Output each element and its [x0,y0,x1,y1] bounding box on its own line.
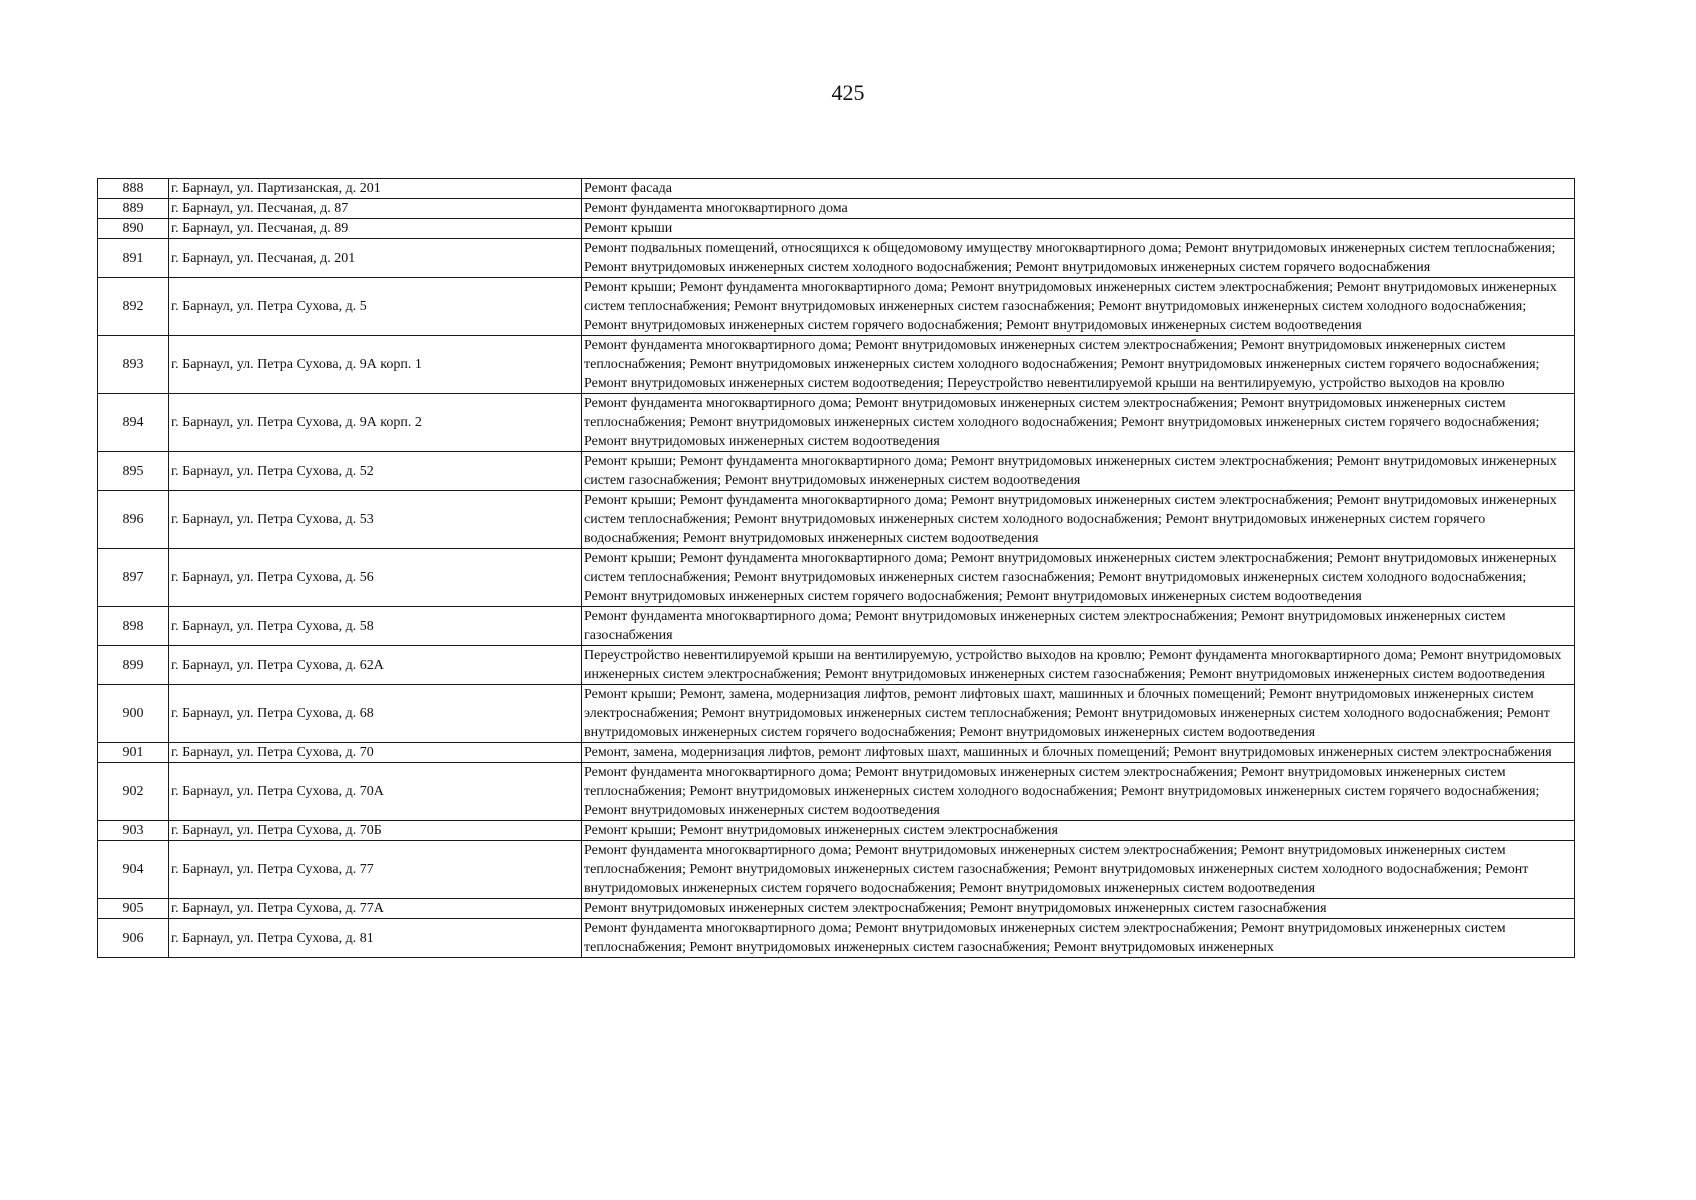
row-number: 899 [98,646,169,685]
repairs-table [97,178,1575,958]
row-works: Ремонт крыши; Ремонт внутридомовых инженерных систем электроснабжения [582,821,1575,841]
row-address: г. Барнаул, ул. Песчаная, д. 87 [169,199,582,219]
row-number: 895 [98,452,169,491]
row-number: 900 [98,685,169,743]
table-body [98,179,1575,958]
table-row [98,239,1575,278]
row-address: г. Барнаул, ул. Петра Сухова, д. 62А [169,646,582,685]
row-address: г. Барнаул, ул. Песчаная, д. 89 [169,219,582,239]
row-address: г. Барнаул, ул. Петра Сухова, д. 58 [169,607,582,646]
row-number: 902 [98,763,169,821]
row-works: Ремонт крыши; Ремонт фундамента многоквартирного дома; Ремонт внутридомовых инженерных систем электроснабжения; Ремонт внутридомовых инженерных систем теплоснабжения; Ремонт внутридомовых инженерных систем газоснабжения; Ремонт внутридомовых инженерных систем холодного водоснабжения; Ремонт внутридомовых инженерных систем горячего водоснабжения; Ремонт внутридомовых инженерных систем водоотведения [582,278,1575,336]
row-address: г. Барнаул, ул. Песчаная, д. 201 [169,239,582,278]
row-works: Ремонт, замена, модернизация лифтов, ремонт лифтовых шахт, машинных и блочных помещений; Ремонт внутридомовых инженерных систем электроснабжения [582,743,1575,763]
row-works: Ремонт крыши; Ремонт фундамента многоквартирного дома; Ремонт внутридомовых инженерных систем электроснабжения; Ремонт внутридомовых инженерных систем теплоснабжения; Ремонт внутридомовых инженерных систем холодного водоснабжения; Ремонт внутридомовых инженерных систем горячего водоснабжения; Ремонт внутридомовых инженерных систем водоотведения [582,491,1575,549]
row-address: г. Барнаул, ул. Петра Сухова, д. 70Б [169,821,582,841]
row-number: 898 [98,607,169,646]
row-address: г. Барнаул, ул. Петра Сухова, д. 81 [169,919,582,958]
row-address: г. Барнаул, ул. Петра Сухова, д. 77А [169,899,582,919]
table-row [98,394,1575,452]
row-address: г. Барнаул, ул. Петра Сухова, д. 5 [169,278,582,336]
row-address: г. Барнаул, ул. Петра Сухова, д. 70А [169,763,582,821]
table-row [98,919,1575,958]
row-address: г. Барнаул, ул. Партизанская, д. 201 [169,179,582,199]
row-works: Ремонт фундамента многоквартирного дома; Ремонт внутридомовых инженерных систем электроснабжения; Ремонт внутридомовых инженерных систем теплоснабжения; Ремонт внутридомовых инженерных систем холодного водоснабжения; Ремонт внутридомовых инженерных систем горячего водоснабжения; Ремонт внутридомовых инженерных систем водоотведения; Переустройство невентилируемой крыши на вентилируемую, устройство выходов на кровлю [582,336,1575,394]
table-row [98,743,1575,763]
table-row [98,763,1575,821]
row-number: 889 [98,199,169,219]
row-works: Ремонт фундамента многоквартирного дома; Ремонт внутридомовых инженерных систем электроснабжения; Ремонт внутридомовых инженерных систем теплоснабжения; Ремонт внутридомовых инженерных систем холодного водоснабжения; Ремонт внутридомовых инженерных систем горячего водоснабжения; Ремонт внутридомовых инженерных систем водоотведения [582,763,1575,821]
row-address: г. Барнаул, ул. Петра Сухова, д. 9А корп. 2 [169,394,582,452]
row-number: 890 [98,219,169,239]
table-row [98,491,1575,549]
table-row [98,219,1575,239]
table-row [98,278,1575,336]
row-number: 897 [98,549,169,607]
row-address: г. Барнаул, ул. Петра Сухова, д. 52 [169,452,582,491]
row-number: 906 [98,919,169,958]
table-row [98,549,1575,607]
row-address: г. Барнаул, ул. Петра Сухова, д. 56 [169,549,582,607]
row-works: Ремонт крыши; Ремонт, замена, модернизация лифтов, ремонт лифтовых шахт, машинных и блочных помещений; Ремонт внутридомовых инженерных систем электроснабжения; Ремонт внутридомовых инженерных систем теплоснабжения; Ремонт внутридомовых инженерных систем холодного водоснабжения; Ремонт внутридомовых инженерных систем горячего водоснабжения; Ремонт внутридомовых инженерных систем водоотведения [582,685,1575,743]
table-row [98,607,1575,646]
row-works: Ремонт фасада [582,179,1575,199]
row-address: г. Барнаул, ул. Петра Сухова, д. 68 [169,685,582,743]
table-row [98,199,1575,219]
row-works: Ремонт крыши [582,219,1575,239]
row-address: г. Барнаул, ул. Петра Сухова, д. 53 [169,491,582,549]
row-number: 891 [98,239,169,278]
row-works: Ремонт фундамента многоквартирного дома; Ремонт внутридомовых инженерных систем электроснабжения; Ремонт внутридомовых инженерных систем теплоснабжения; Ремонт внутридомовых инженерных систем газоснабжения; Ремонт внутридомовых инженерных [582,919,1575,958]
row-works: Ремонт внутридомовых инженерных систем электроснабжения; Ремонт внутридомовых инженерных систем газоснабжения [582,899,1575,919]
page-number: 425 [831,80,865,105]
row-address: г. Барнаул, ул. Петра Сухова, д. 9А корп. 1 [169,336,582,394]
row-number: 894 [98,394,169,452]
row-number: 901 [98,743,169,763]
row-works: Ремонт фундамента многоквартирного дома; Ремонт внутридомовых инженерных систем электроснабжения; Ремонт внутридомовых инженерных систем теплоснабжения; Ремонт внутридомовых инженерных систем газоснабжения; Ремонт внутридомовых инженерных систем холодного водоснабжения; Ремонт внутридомовых инженерных систем горячего водоснабжения; Ремонт внутридомовых инженерных систем водоотведения [582,841,1575,899]
table-row [98,899,1575,919]
table-row [98,646,1575,685]
row-works: Ремонт крыши; Ремонт фундамента многоквартирного дома; Ремонт внутридомовых инженерных систем электроснабжения; Ремонт внутридомовых инженерных систем теплоснабжения; Ремонт внутридомовых инженерных систем газоснабжения; Ремонт внутридомовых инженерных систем холодного водоснабжения; Ремонт внутридомовых инженерных систем горячего водоснабжения; Ремонт внутридомовых инженерных систем водоотведения [582,549,1575,607]
row-address: г. Барнаул, ул. Петра Сухова, д. 77 [169,841,582,899]
row-works: Ремонт фундамента многоквартирного дома [582,199,1575,219]
row-number: 904 [98,841,169,899]
row-address: г. Барнаул, ул. Петра Сухова, д. 70 [169,743,582,763]
row-works: Переустройство невентилируемой крыши на вентилируемую, устройство выходов на кровлю; Ремонт фундамента многоквартирного дома; Ремонт внутридомовых инженерных систем электроснабжения; Ремонт внутридомовых инженерных систем газоснабжения; Ремонт внутридомовых инженерных систем водоотведения [582,646,1575,685]
row-number: 892 [98,278,169,336]
row-works: Ремонт крыши; Ремонт фундамента многоквартирного дома; Ремонт внутридомовых инженерных систем электроснабжения; Ремонт внутридомовых инженерных систем газоснабжения; Ремонт внутридомовых инженерных систем водоотведения [582,452,1575,491]
table-row [98,685,1575,743]
row-works: Ремонт фундамента многоквартирного дома; Ремонт внутридомовых инженерных систем электроснабжения; Ремонт внутридомовых инженерных систем газоснабжения [582,607,1575,646]
row-works: Ремонт фундамента многоквартирного дома; Ремонт внутридомовых инженерных систем электроснабжения; Ремонт внутридомовых инженерных систем теплоснабжения; Ремонт внутридомовых инженерных систем холодного водоснабжения; Ремонт внутридомовых инженерных систем горячего водоснабжения; Ремонт внутридомовых инженерных систем водоотведения [582,394,1575,452]
row-number: 903 [98,821,169,841]
table-row [98,841,1575,899]
row-number: 888 [98,179,169,199]
table-row [98,452,1575,491]
row-works: Ремонт подвальных помещений, относящихся к общедомовому имуществу многоквартирного дома; Ремонт внутридомовых инженерных систем теплоснабжения; Ремонт внутридомовых инженерных систем холодного водоснабжения; Ремонт внутридомовых инженерных систем горячего водоснабжения [582,239,1575,278]
table-row [98,821,1575,841]
table-row [98,336,1575,394]
row-number: 893 [98,336,169,394]
row-number: 896 [98,491,169,549]
table-row [98,179,1575,199]
row-number: 905 [98,899,169,919]
